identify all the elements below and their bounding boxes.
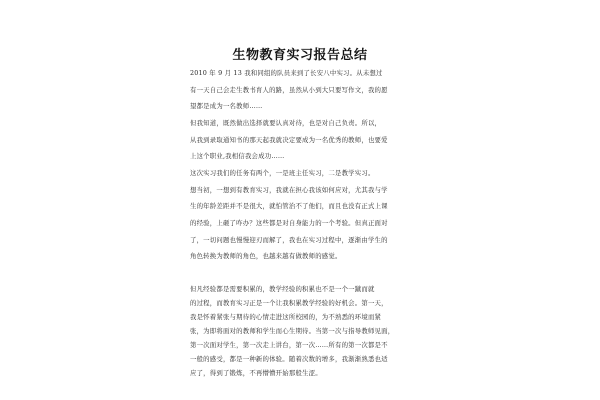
paragraph-4-line-2: 的过程，而教育实习正是一个让我积累教学经验的好机会。第一天， bbox=[190, 299, 388, 307]
paragraph-1-line-3: 望都是成为一名教师…… bbox=[190, 102, 263, 110]
paragraph-1-line-2: 有一天自己会走生教书育人的路，虽然从小到大只要写作文，我的愿 bbox=[190, 86, 388, 94]
paragraph-3-line-5: 了，一切问题也慢慢迎刃而解了，我也在实习过程中，逐渐由学生的 bbox=[190, 236, 388, 244]
paragraph-3-line-3: 生的年龄差距并不是很大，就怕管治不了他们，而且也没有正式上课 bbox=[190, 202, 388, 210]
paragraph-3-line-2: 想当初，一想到有教育实习，我就在担心我该如何应对，尤其我与学 bbox=[190, 186, 388, 194]
paragraph-4-line-6: 一般的感受，都是一种新的体验。随着次数的增多，我渐渐熟悉也适 bbox=[190, 355, 388, 363]
paragraph-2-line-2: 从我到录取通知书的那天起我就决定要成为一名优秀的教师，也要爱 bbox=[190, 136, 388, 144]
paragraph-4-line-7: 应了，得到了锻炼，不再懵懵开始那般生涩。 bbox=[190, 369, 322, 377]
paragraph-4-line-3: 我是怀着紧张与期待的心情走进这所校园的，为不熟悉的环境而紧 bbox=[190, 313, 382, 321]
paragraph-3-line-4: 的经验，上砸了咋办？这些都是对自身能力的一个考验。但真正面对 bbox=[190, 219, 388, 227]
paragraph-4-line-4: 张，为即将面对的教师和学生而心生期待。当第一次与指导教师见面， bbox=[190, 327, 395, 335]
paragraph-2-line-3: 上这个职业,我相信我会成功…… bbox=[190, 152, 285, 160]
paragraph-2-line-1: 但我知道，既然做出选择就要认真对待，也是对自己负责。所以， bbox=[190, 119, 382, 127]
paragraph-3-line-1: 这次实习我们的任务有两个，一是班主任实习，二是教学实习。 bbox=[190, 169, 375, 177]
document-title: 生物教育实习报告总结 bbox=[232, 48, 368, 63]
paragraph-3-line-6: 角色转换为教师的角色，也越来越有做教师的感觉。 bbox=[190, 252, 342, 260]
paragraph-4-line-1: 但凡经验都是需要积累的，教学经验的积累也不是一个一蹴而就 bbox=[190, 285, 375, 293]
paragraph-4-line-5: 第一次面对学生，第一次走上讲台，第一次……所有的第一次都是不 bbox=[190, 341, 388, 349]
paragraph-1-line-1: 2010 年 9 月 13 我和同组的队员来到了长安八中实习。从未想过 bbox=[190, 69, 383, 77]
